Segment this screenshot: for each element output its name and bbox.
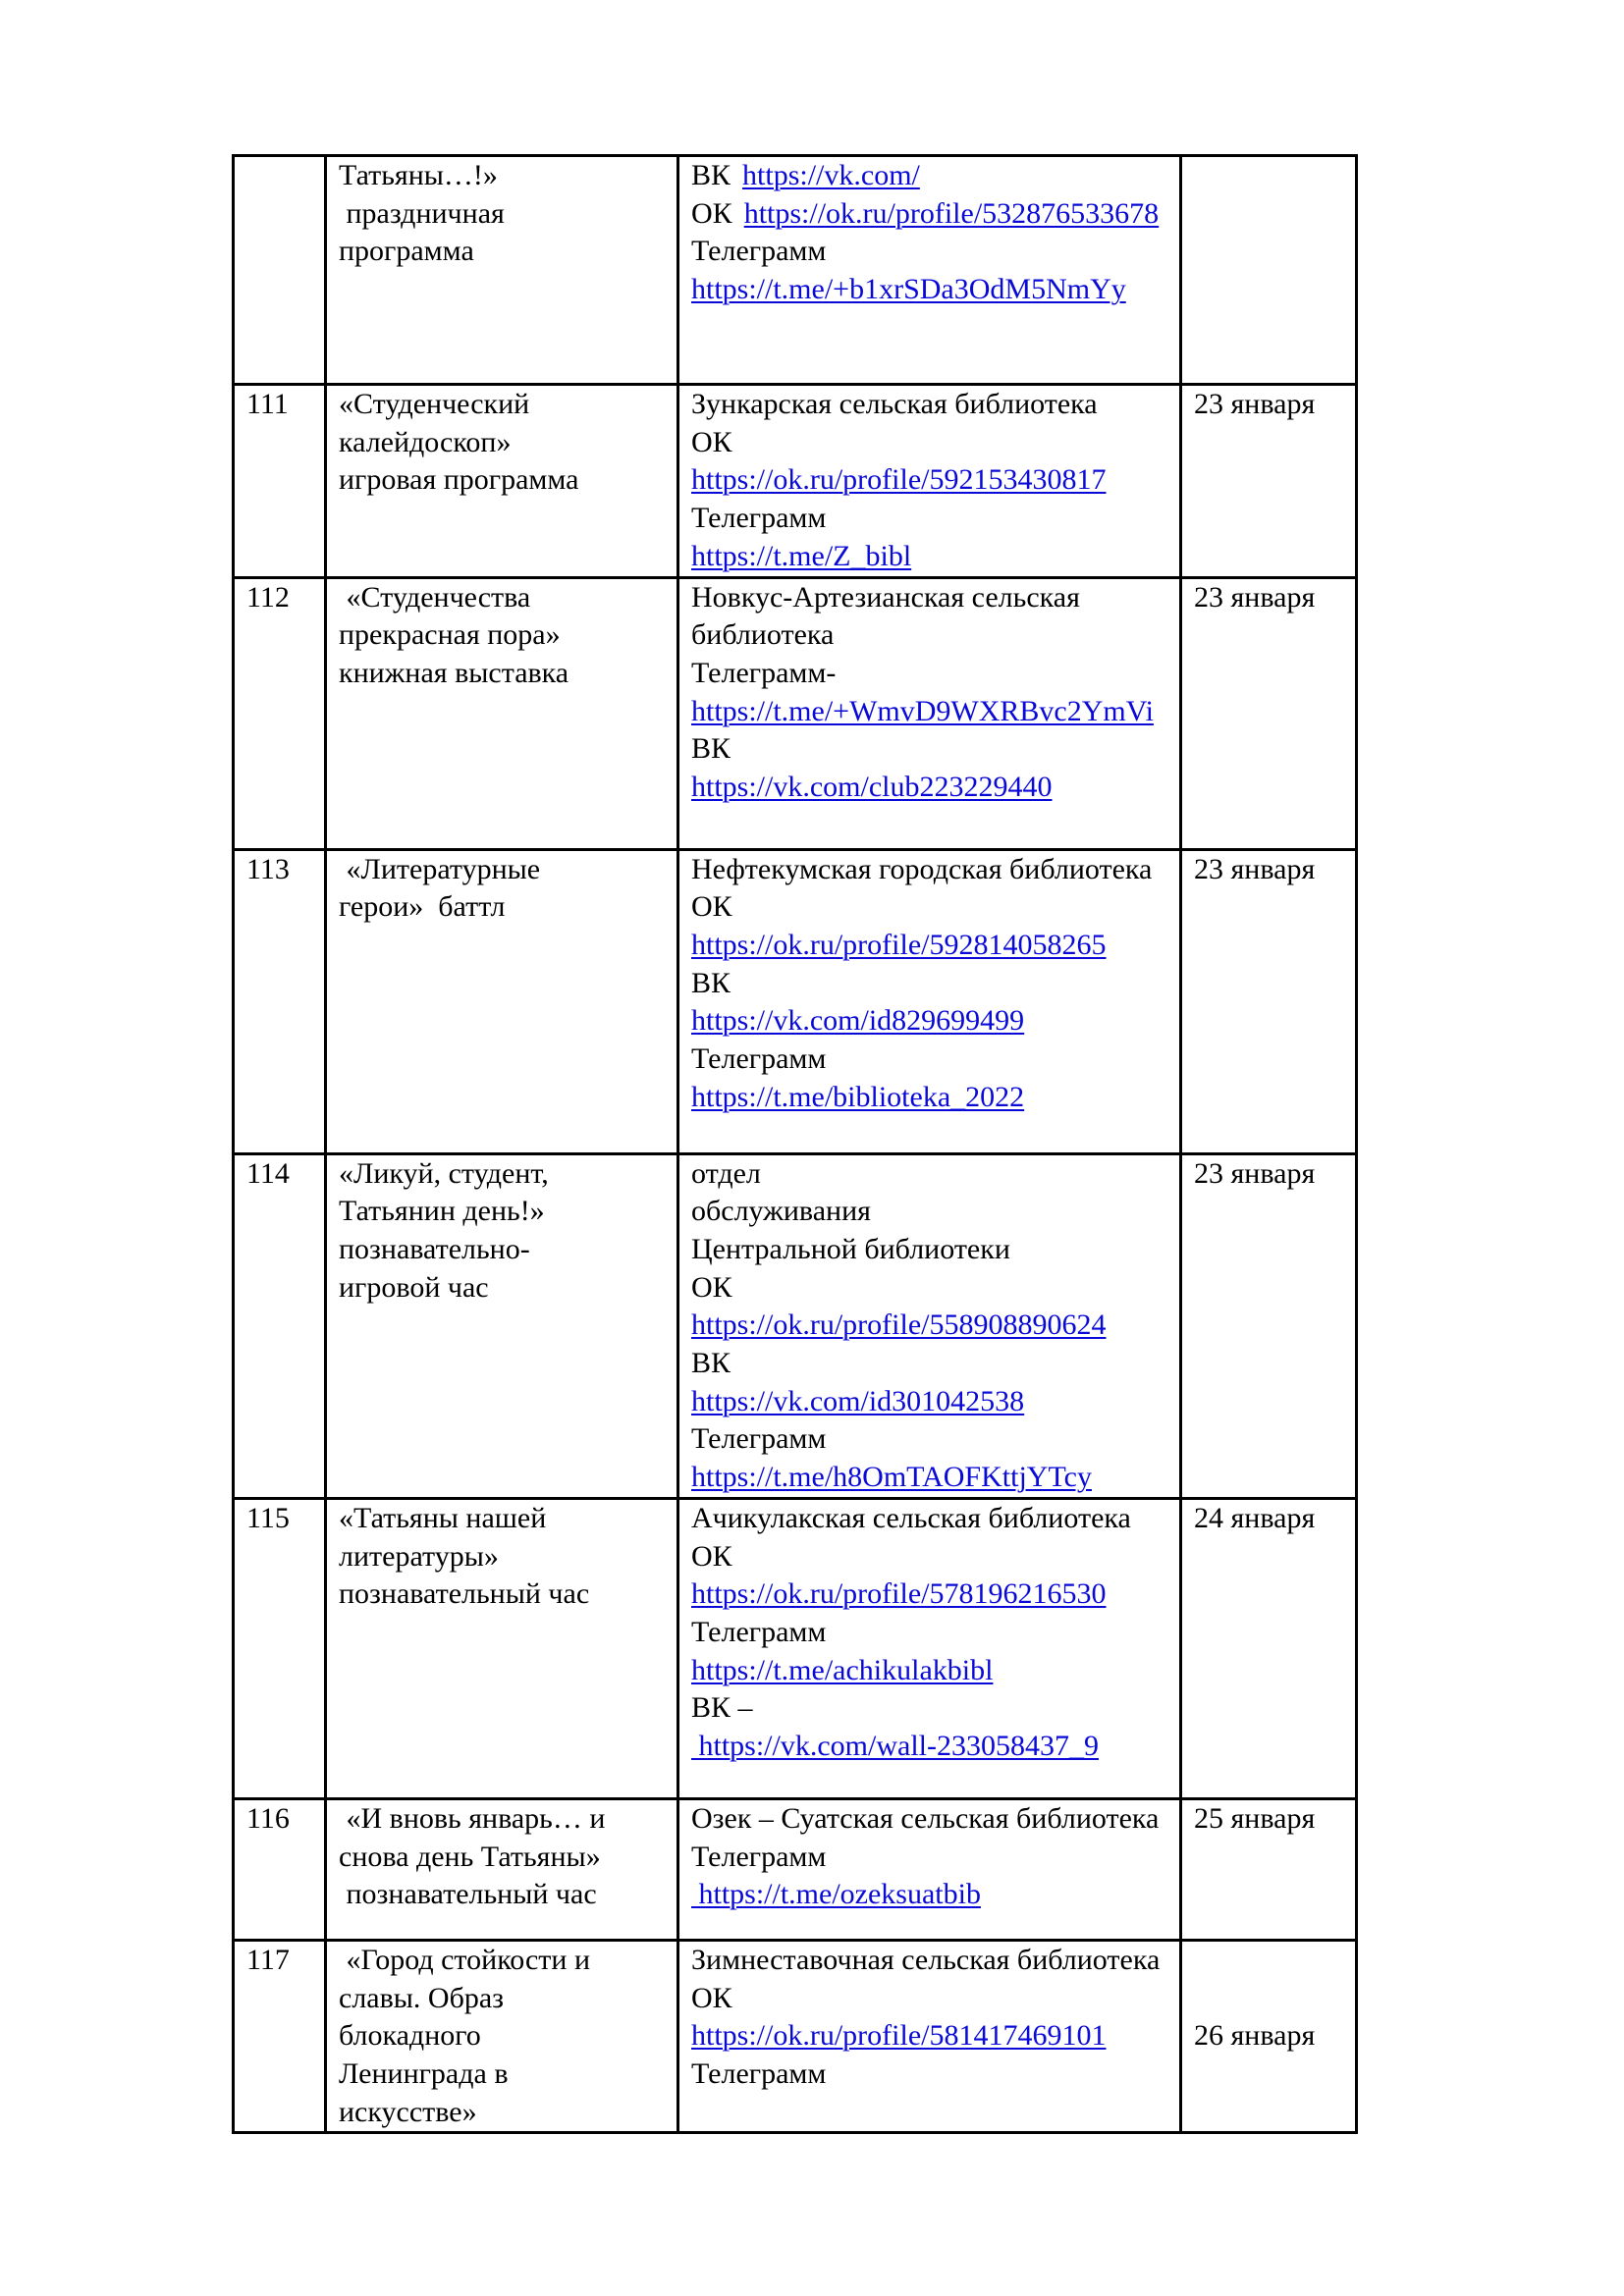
social-link[interactable]: https://t.me/biblioteka_2022 (691, 1080, 1025, 1113)
event-title-line: «Студенчества (339, 580, 531, 614)
event-title-line: «Литературные (339, 852, 541, 885)
event-date-cell (1181, 1153, 1357, 1498)
venue-link-line (691, 271, 1169, 309)
event-title-line: «Город стойкости и (339, 1943, 591, 1976)
venue-link-line (691, 1383, 1169, 1421)
row-number: 114 (246, 1156, 290, 1190)
row-number: 112 (246, 580, 290, 614)
venue-text: Телеграмм (691, 1615, 827, 1648)
venue-link-line (691, 769, 1169, 807)
venue-text: Центральной библиотеки (691, 1232, 1010, 1265)
event-date-cell (1181, 849, 1357, 1153)
table-row (234, 1940, 1357, 2133)
venue-text: ОК (691, 1270, 732, 1304)
event-title-cell (326, 577, 678, 849)
event-title-cell (326, 1798, 678, 1940)
event-date-cell (1181, 156, 1357, 385)
social-link[interactable]: https://ok.ru/profile/581417469101 (691, 2019, 1107, 2053)
event-title-line: книжная выставка (339, 656, 569, 689)
event-date: 23 января (1194, 852, 1316, 885)
row-number: 117 (246, 1943, 290, 1976)
venue-text: Зимнеставочная сельская библиотека (691, 1943, 1161, 1976)
event-title-line: калейдоскоп» (339, 425, 512, 458)
event-title-line: познавательный час (339, 1878, 597, 1911)
social-link[interactable]: https://ok.ru/profile/558908890624 (691, 1308, 1107, 1342)
event-date-cell (1181, 1498, 1357, 1798)
social-link[interactable]: https://vk.com/club223229440 (691, 771, 1053, 804)
venue-text: Телеграмм (691, 2056, 827, 2090)
social-link[interactable]: https://ok.ru/profile/532876533678 (743, 196, 1160, 230)
venue-links-cell (678, 849, 1181, 1153)
event-title-cell (326, 1153, 678, 1498)
event-title-line: «Ликуй, студент, (339, 1156, 549, 1190)
venue-text: ВК (691, 966, 731, 999)
venue-link-line (691, 1575, 1169, 1614)
venue-text: Телеграмм- (691, 656, 837, 689)
event-title-line: снова день Татьяны» (339, 1840, 601, 1873)
events-table (232, 154, 1358, 2134)
table-row (234, 1798, 1357, 1940)
social-link[interactable]: https://t.me/+WmvD9WXRBvc2YmVi (691, 694, 1154, 727)
venue-link-line (691, 1728, 1169, 1766)
event-title-line: Татьяны…!» (339, 159, 498, 191)
venue-links-cell (678, 385, 1181, 578)
event-title-line: Ленинграда в (339, 2056, 509, 2090)
venue-link-line (691, 1652, 1169, 1690)
venue-links-cell (678, 1498, 1181, 1798)
venue-text: ОК (691, 890, 732, 924)
venue-text: ВК (691, 1347, 731, 1380)
row-number: 113 (246, 852, 290, 885)
table-row (234, 849, 1357, 1153)
event-title-line: прекрасная пора» (339, 618, 561, 652)
venue-link-line (691, 1002, 1169, 1041)
venue-text: Телеграмм (691, 1042, 827, 1076)
event-title-line: «И вновь январь… и (339, 1801, 606, 1835)
row-number-cell (234, 1498, 326, 1798)
event-date-cell (1181, 577, 1357, 849)
venue-link-line (691, 1079, 1169, 1117)
venue-text: Новкус-Артезианская сельская библиотека (691, 580, 1080, 652)
event-title-line: познавательно- (339, 1232, 530, 1265)
venue-link-line (691, 2017, 1169, 2056)
venue-text: Ачикулакская сельская библиотека (691, 1501, 1131, 1534)
event-date: 24 января (1194, 1501, 1316, 1534)
table-row (234, 1498, 1357, 1798)
social-link[interactable]: https://ok.ru/profile/592814058265 (691, 928, 1107, 961)
social-link[interactable]: https://t.me/+b1xrSDa3OdM5NmYy (691, 273, 1126, 306)
social-link[interactable]: https://ok.ru/profile/592153430817 (691, 463, 1107, 497)
venue-text: Озек – Суатская сельская библиотека (691, 1801, 1160, 1835)
venue-link-line (691, 1307, 1169, 1345)
network-label: ВК (691, 159, 731, 191)
event-title-line: игровой час (339, 1270, 489, 1304)
event-title-line: блокадного (339, 2019, 481, 2053)
table-row (234, 385, 1357, 578)
event-date-cell (1181, 1940, 1357, 2133)
venue-link-line (691, 1876, 1169, 1914)
table-row (234, 156, 1357, 385)
row-number-cell (234, 1940, 326, 2133)
venue-link-line (691, 461, 1169, 500)
event-title-line: литературы» (339, 1539, 499, 1573)
venue-text: ОК (691, 1539, 732, 1573)
social-link[interactable]: https://t.me/achikulakbibl (691, 1653, 994, 1686)
venue-text: отдел (691, 1156, 761, 1190)
row-number-cell (234, 1153, 326, 1498)
event-title-line: славы. Образ (339, 1981, 505, 2014)
venue-link-line (691, 693, 1169, 731)
venue-link-line (691, 1459, 1169, 1497)
event-date: 25 января (1194, 1801, 1316, 1835)
network-label: ОК (691, 196, 732, 230)
event-title-cell (326, 385, 678, 578)
event-title-line: «Татьяны нашей (339, 1501, 547, 1534)
venue-links-cell (678, 1798, 1181, 1940)
table-row (234, 577, 1357, 849)
event-date-cell (1181, 1798, 1357, 1940)
event-title-cell (326, 1940, 678, 2133)
event-date: 23 января (1194, 1156, 1316, 1190)
social-link[interactable]: https://ok.ru/profile/578196216530 (691, 1577, 1107, 1611)
event-date: 23 января (1194, 580, 1316, 614)
social-link[interactable]: https://vk.com/id301042538 (691, 1384, 1025, 1417)
row-number-cell (234, 849, 326, 1153)
row-number-cell (234, 577, 326, 849)
venue-text: ВК – (691, 1691, 753, 1725)
event-title-line: «Студенческий (339, 388, 530, 420)
social-link[interactable]: https://t.me/Z_bibl (691, 539, 912, 572)
social-link[interactable]: https://vk.com/wall-233058437_9 (691, 1730, 1099, 1763)
social-link[interactable]: https://vk.com/ (742, 159, 920, 191)
venue-links-cell (678, 577, 1181, 849)
event-title-cell (326, 849, 678, 1153)
venue-text: Зункарская сельская библиотека (691, 388, 1098, 420)
row-number-cell (234, 156, 326, 385)
venue-text: ОК (691, 1981, 732, 2014)
event-title-line: искусстве» (339, 2095, 477, 2128)
social-link[interactable]: https://t.me/ozeksuatbib (691, 1878, 981, 1911)
event-title-line: праздничная (339, 196, 505, 230)
row-number: 111 (246, 388, 289, 420)
row-number-cell (234, 385, 326, 578)
event-title-line: герои» баттл (339, 890, 506, 924)
row-number: 116 (246, 1801, 290, 1835)
venue-text: Нефтекумская городская библиотека (691, 852, 1153, 885)
venue-text: обслуживания (691, 1195, 871, 1228)
event-title-cell (326, 156, 678, 385)
venue-text: Телеграмм (691, 1422, 827, 1456)
event-title-line: познавательный час (339, 1577, 590, 1611)
venue-links-cell (678, 1153, 1181, 1498)
event-title-line: игровая программа (339, 463, 579, 497)
event-title-line: Татьянин день!» (339, 1195, 545, 1228)
venue-label-link-line (691, 157, 1169, 195)
venue-text: Телеграмм (691, 1840, 827, 1873)
venue-link-line (691, 927, 1169, 965)
venue-text: Телеграмм (691, 235, 827, 268)
venue-link-line (691, 538, 1169, 576)
events-table-body (234, 156, 1357, 2133)
event-date: 23 января (1194, 388, 1316, 420)
social-link[interactable]: https://t.me/h8OmTAOFKttjYTcy (691, 1461, 1092, 1494)
venue-text: ВК (691, 732, 731, 766)
social-link[interactable]: https://vk.com/id829699499 (691, 1004, 1025, 1038)
venue-text: Телеграмм (691, 502, 827, 535)
venue-label-link-line (691, 195, 1169, 234)
row-number-cell (234, 1798, 326, 1940)
row-number: 115 (246, 1501, 290, 1534)
event-date: 26 января (1194, 2019, 1316, 2053)
venue-links-cell (678, 156, 1181, 385)
table-row (234, 1153, 1357, 1498)
venue-links-cell (678, 1940, 1181, 2133)
event-title-line: программа (339, 235, 474, 268)
venue-text: ОК (691, 425, 732, 458)
event-title-cell (326, 1498, 678, 1798)
event-date-cell (1181, 385, 1357, 578)
